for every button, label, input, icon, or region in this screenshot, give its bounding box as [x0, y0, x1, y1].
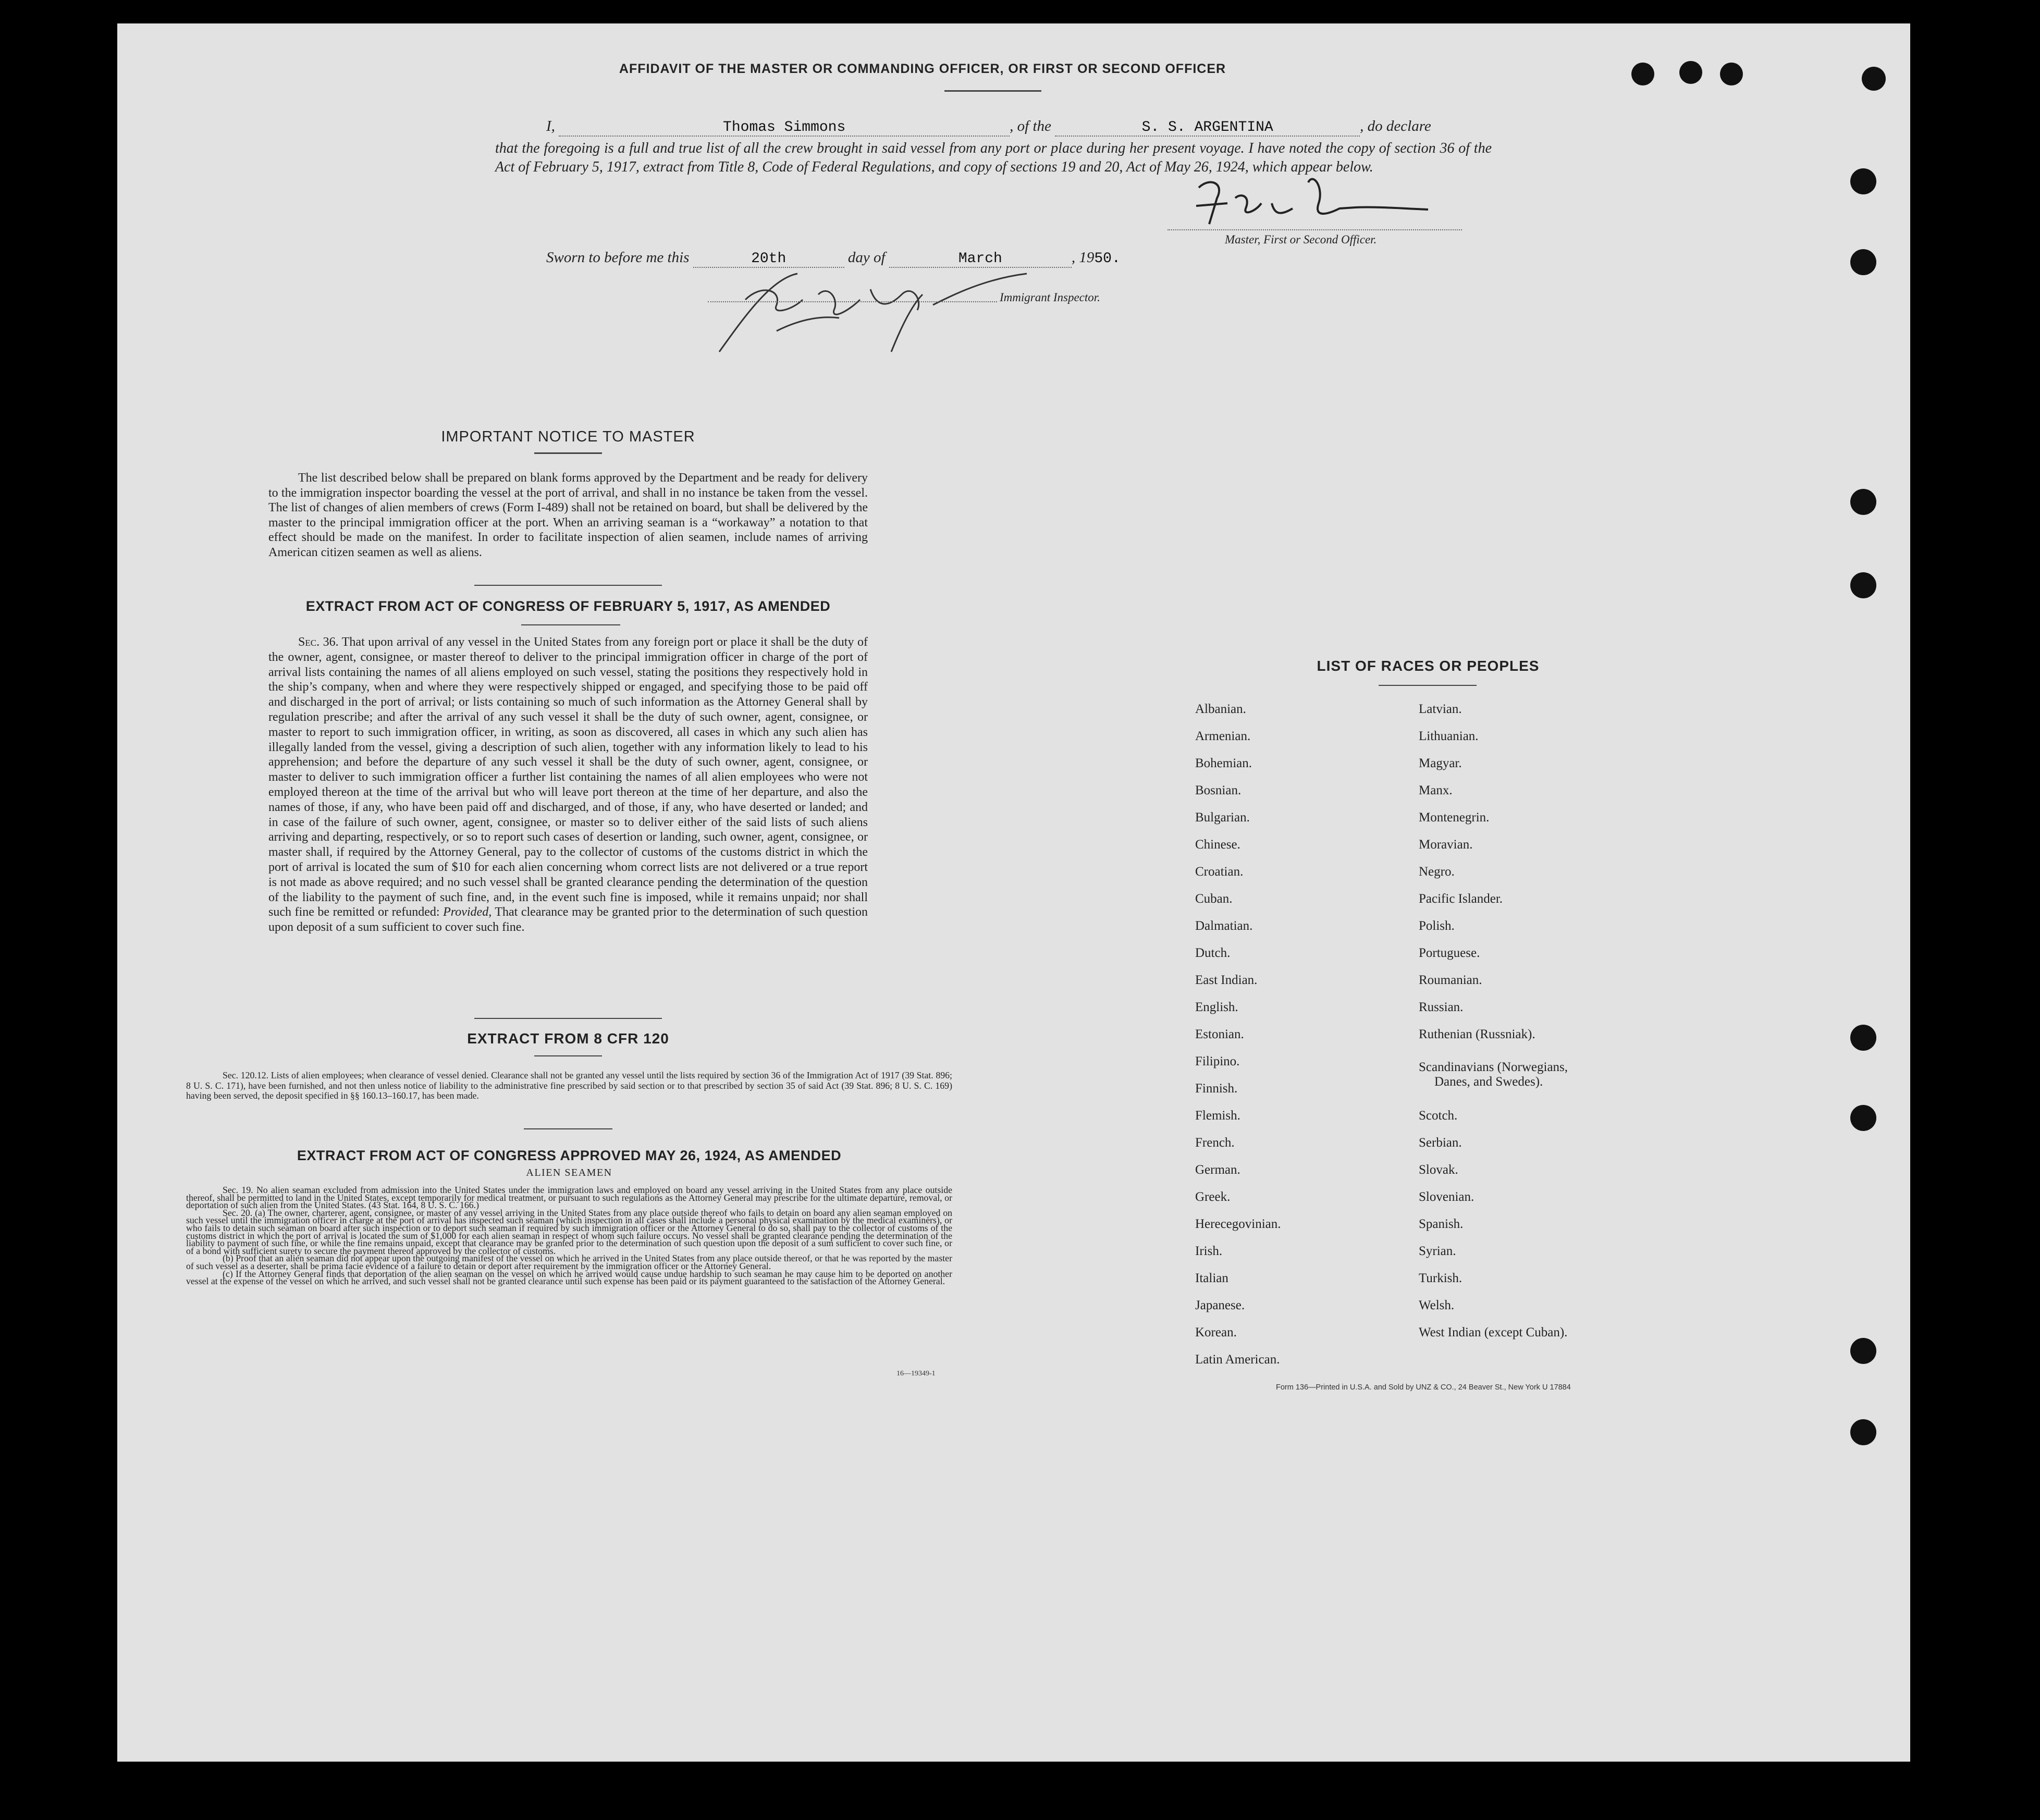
race-item: Filipino. — [1195, 1054, 1240, 1068]
vessel-name: S. S. ARGENTINA — [1141, 119, 1273, 136]
master-signature-line — [1168, 229, 1462, 230]
race-item: Ruthenian (Russniak). — [1419, 1027, 1535, 1041]
punch-hole — [1862, 67, 1886, 91]
provided-label: Provided, — [443, 905, 492, 919]
race-item: Serbian. — [1419, 1136, 1462, 1150]
punch-hole — [1850, 1338, 1876, 1364]
race-item: Korean. — [1195, 1325, 1237, 1339]
race-item: Latin American. — [1195, 1352, 1280, 1367]
extract-1917-title-rule — [521, 624, 620, 625]
races-title-rule — [1379, 685, 1477, 686]
race-item: Scandinavians (Norwegians, — [1419, 1060, 1568, 1074]
race-item: Syrian. — [1419, 1244, 1456, 1258]
race-item: Greek. — [1195, 1190, 1231, 1204]
do-declare-label: , do declare — [1360, 118, 1431, 134]
punch-hole — [1850, 1025, 1876, 1051]
punch-hole — [1679, 61, 1702, 84]
race-item: Chinese. — [1195, 838, 1240, 852]
of-the-label: , of the — [1010, 118, 1051, 134]
affidavit-body: that the foregoing is a full and true list of all the crew brought in said vessel from any port or place during her present voyage. I have noted the copy of section 36 of the Act of February 5, 1917, extract from Title 8, Code of Federal Regulations, and copy of sections 19 and 20, Act of May 26, 1924, which appear below. — [495, 140, 1492, 175]
race-item: Armenian. — [1195, 729, 1251, 743]
extract-1917-end-rule — [474, 1018, 662, 1019]
race-item: Danes, and Swedes). — [1434, 1075, 1543, 1089]
notice-end-rule — [474, 585, 662, 586]
punch-hole — [1631, 63, 1654, 85]
extract-1924-subtitle: ALIEN SEAMEN — [526, 1167, 612, 1178]
year-prefix: , 19 — [1071, 249, 1095, 266]
race-item: French. — [1195, 1136, 1235, 1150]
race-item: Cuban. — [1195, 892, 1233, 906]
sec-36-text: That upon arrival of any vessel in the United States from any foreign port or place it shall be the duty of the owner, agent, consignee, or master thereof to deliver to the principal immigration officer in charge of the port of arrival lists containing the names of all aliens employed on such vessel, stating the positions they respectively hold in the ship’s company, when and where they were respectively shipped or engaged, and specifying those to be paid off and discharged in the port of arrival; or lists containing so much of such information as the Attorney General shall by regulation prescribe; and after the arrival of any such vessel it shall be the duty of such owner, agent, consignee, or master to report to such immigration officer, in writing, as soon as discovered, all cases in which any such alien has illegally landed from the vessel, giving a description of such alien, together with any information likely to lead to his apprehension; and before the departure of any such vessel it shall be the duty of such owner, agent, consignee, or master to deliver to such immigration officer a further list containing the names of all alien employees who were not employed thereon at the time of the arrival but who will leave port thereon at the time of her departure, and also the names of those, if any, who have been paid off and discharged, and of those, if any, who have deserted or landed; and in case of the failure of such owner, agent, consignee, or master so to deliver either of the said lists of such aliens arriving and departing, respectively, or so to report such cases of desertion or landing, such owner, agent, consignee, or master shall, if required by the Attorney General, pay to the collector of customs of the customs district in which the port of arrival is located the sum of $10 for each alien concerning whom correct lists are not delivered or a true report is not made as above required; and no such vessel shall be granted clearance pending the determination of the question of the liability to the payment of such fine, and, in the event such fine is imposed, while it remains unpaid; nor shall such fine be remitted or refunded: — [268, 635, 868, 919]
extract-cfr-title-rule — [534, 1055, 602, 1056]
race-item: Irish. — [1195, 1244, 1223, 1258]
race-item: Roumanian. — [1419, 973, 1482, 987]
races-title: LIST OF RACES OR PEOPLES — [1317, 658, 1540, 674]
race-item: Bulgarian. — [1195, 810, 1250, 825]
sworn-label: Sworn to before me this — [546, 249, 690, 266]
race-item: Bohemian. — [1195, 756, 1252, 770]
race-item: Polish. — [1419, 919, 1455, 933]
punch-hole — [1850, 249, 1876, 275]
race-item: Albanian. — [1195, 702, 1246, 716]
race-item: Dutch. — [1195, 946, 1231, 960]
sworn-day: 20th — [751, 251, 786, 267]
inspector-signature — [714, 263, 1063, 354]
race-item: Magyar. — [1419, 756, 1462, 770]
affidavit-title-rule — [944, 90, 1041, 92]
race-item: English. — [1195, 1000, 1238, 1014]
race-item: Estonian. — [1195, 1027, 1244, 1041]
sec-36-proviso: That clearance may be granted prior to the determination of such question upon deposit of a sum sufficient to cover such fine. — [268, 905, 868, 934]
race-item: Lithuanian. — [1419, 729, 1479, 743]
affidavit-declaration-line — [546, 118, 1490, 137]
notice-title: IMPORTANT NOTICE TO MASTER — [441, 428, 695, 445]
extract-cfr-title: EXTRACT FROM 8 CFR 120 — [467, 1030, 669, 1047]
sec-36-label: Sec. 36. — [298, 635, 339, 649]
notice-title-rule — [534, 452, 602, 454]
race-item: Slovak. — [1419, 1163, 1458, 1177]
race-item: Slovenian. — [1419, 1190, 1474, 1204]
day-of-label: day of — [847, 249, 886, 266]
sec-20b-text: (b) Proof that an alien seaman did not appear upon the outgoing manifest of the vessel on which he arrived in the United States from any place outside thereof, or that he was reported by the master of such vessel as a deserter, shall be prima facie evidence of a failure to detain or deport after requirement by the immigration officer or the Attorney General. — [186, 1253, 952, 1271]
race-item: Scotch. — [1419, 1109, 1458, 1123]
race-item: Herecegovinian. — [1195, 1217, 1281, 1231]
race-item: Turkish. — [1419, 1271, 1463, 1285]
extract-1917-body — [268, 635, 868, 935]
punch-hole — [1850, 489, 1876, 515]
extract-1924-title: EXTRACT FROM ACT OF CONGRESS APPROVED MAY 26, 1924, AS AMENDED — [297, 1148, 842, 1163]
printer-footer: Form 136—Printed in U.S.A. and Sold by UNZ & CO., 24 Beaver St., New York U 17884 — [1276, 1383, 1571, 1392]
race-item: Portuguese. — [1419, 946, 1480, 960]
extract-1924-body — [186, 1186, 952, 1285]
master-name: Thomas Simmons — [723, 119, 846, 136]
race-item: Negro. — [1419, 865, 1455, 879]
extract-cfr-end-rule — [524, 1128, 612, 1129]
race-item: Bosnian. — [1195, 783, 1242, 797]
race-item: East Indian. — [1195, 973, 1258, 987]
punch-hole — [1850, 168, 1876, 194]
race-item: Montenegrin. — [1419, 810, 1490, 825]
inspector-caption: Immigrant Inspector. — [1000, 291, 1100, 304]
race-item: Pacific Islander. — [1419, 892, 1503, 906]
race-item: Moravian. — [1419, 838, 1473, 852]
race-item: Flemish. — [1195, 1109, 1240, 1123]
i-label: I, — [546, 118, 555, 134]
race-item: Japanese. — [1195, 1298, 1245, 1312]
race-item: Latvian. — [1419, 702, 1462, 716]
race-item: Italian — [1195, 1271, 1228, 1285]
race-item: Croatian. — [1195, 865, 1244, 879]
sworn-year: 50. — [1094, 251, 1121, 267]
master-signature-caption: Master, First or Second Officer. — [1225, 233, 1377, 246]
race-item: West Indian (except Cuban). — [1419, 1325, 1568, 1339]
race-item: Dalmatian. — [1195, 919, 1253, 933]
notice-body: The list described below shall be prepared on blank forms approved by the Department and be ready for delivery to the immigration inspector boarding the vessel at the port of arrival, and shall in no instance be taken from the vessel. The list of changes of alien members of crews (Form I-489) shall not be retained on board, but shall be delivered by the master to the principal immigration officer at the port. When an arriving seaman is a “workaway” a notation to that effect should be made on the manifest. In order to facilitate inspection of alien seamen, include names of arriving American citizen seamen as well as aliens. — [268, 471, 868, 559]
form-code: 16—19349-1 — [896, 1370, 936, 1378]
punch-hole — [1850, 1105, 1876, 1131]
sworn-month: March — [958, 251, 1002, 267]
extract-1917-title: EXTRACT FROM ACT OF CONGRESS OF FEBRUARY 5, 1917, AS AMENDED — [305, 598, 831, 614]
race-item: Russian. — [1419, 1000, 1464, 1014]
master-signature — [1188, 167, 1459, 232]
sec-19-text: Sec. 19. No alien seaman excluded from admission into the United States under the immigration laws and employed on board any vessel arriving in the United States from any place outside thereof, shall be permitted to land in the United States, except temporarily for medical treatment, or pursuant to such regulations as the Attorney General may prescribe for the ultimate departure, removal, or deportation of such alien from the United States. (43 Stat. 164, 8 U. S. C. 166.) — [186, 1185, 952, 1211]
inspector-signature-line — [708, 301, 997, 302]
race-item: Manx. — [1419, 783, 1453, 797]
race-item: Finnish. — [1195, 1081, 1238, 1096]
race-item: Spanish. — [1419, 1217, 1464, 1231]
punch-hole — [1720, 63, 1743, 85]
affidavit-title: AFFIDAVIT OF THE MASTER OR COMMANDING OFFICER, OR FIRST OR SECOND OFFICER — [619, 62, 1226, 76]
punch-hole — [1850, 1419, 1876, 1445]
race-item: Welsh. — [1419, 1298, 1455, 1312]
punch-hole — [1850, 572, 1876, 598]
sec-20a-text: Sec. 20. (a) The owner, charterer, agent, consignee, or master of any vessel arriving in the United States from any place outside thereof who fails to detain on board any alien seaman employed on such vessel until the immigration officer in charge at the port of arrival has inspected such seaman (which inspection in all cases shall include a personal physical examination by the medical examiners), or who fails to detain such seaman on board after such inspection or to deport such seaman if required by such immigration officer or the Attorney General to do so, shall pay to the collector of customs of the customs district in which the port of arrival is located the sum of $1,000 for each alien seaman in respect of whom such failure occurs. No vessel shall be granted clearance pending the determination of the liability to payment of such fine, or while the fine remains unpaid, except that clearance may be granted prior to the determination of such question upon the deposit of a sum sufficient to cover such fine, or of a bond with sufficient surety to secure the payment thereof approved by the collector of customs. — [186, 1207, 952, 1256]
race-item: German. — [1195, 1163, 1240, 1177]
extract-cfr-body: Sec. 120.12. Lists of alien employees; when clearance of vessel denied. Clearance shall not be granted any vessel until the lists required by section 36 of the Immigration Act of 1917 (39 Stat. 896; 8 U. S. C. 171), have been furnished, and not then unless notice of liability to the administrative fine prescribed by said section or to that prescribed by section 35 of said Act (39 Stat. 896; 8 U. S. C. 169) having been served, the deposit specified in §§ 160.13–160.17, has been made. — [186, 1070, 952, 1101]
sec-20c-text: (c) If the Attorney General finds that deportation of the alien seaman on the vessel on which he arrived would cause undue hardship to such seaman he may cause him to be deported on another vessel at the expense of the vessel on which he arrived, and such vessel shall not be granted clearance until such expense has been paid or its payment guaranteed to the satisfaction of the Attorney General. — [186, 1268, 952, 1287]
